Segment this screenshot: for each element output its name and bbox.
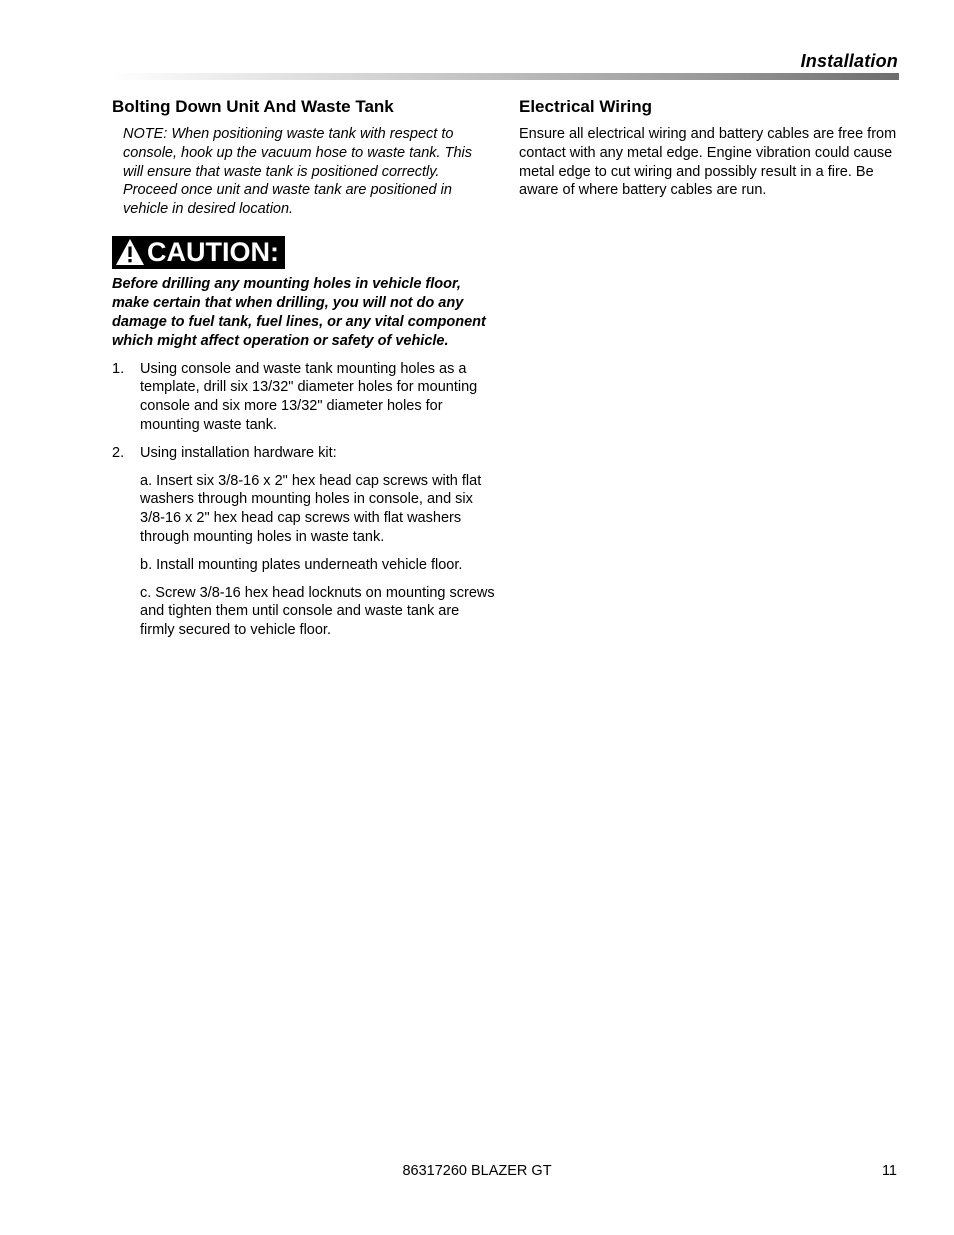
footer-page-number: 11 [881,1163,897,1179]
positioning-note: NOTE: When positioning waste tank with respect to console, hook up the vacuum hose to waste tank. This will ensure that waste tank is positioned correctly. Proceed once unit and waste tank are positioned in vehicle in desired location. [123,126,473,218]
substep-c: c. Screw 3/8-16 hex head locknuts on mounting screws and tighten them until console and waste tank are firmly secured to vehicle floor. [140,584,495,639]
step-number: 1. [112,360,125,377]
caution-badge [112,236,285,269]
bolting-section-heading: Bolting Down Unit And Waste Tank [112,97,394,116]
step-1 [112,360,496,435]
step-2 [112,444,496,463]
left-column [112,96,496,640]
electrical-wiring-heading: Electrical Wiring [519,97,653,116]
header-gradient-rule [112,73,899,80]
step-text: Using installation hardware kit: [140,444,337,461]
substep-a: a. Insert six 3/8-16 x 2" hex head cap screws with flat washers through mounting holes in console, and six 3/8-16 x 2" hex head cap screws with flat washers through mounting holes in waste tank. [140,472,482,546]
step-text: Using console and waste tank mounting holes as a template, drill six 13/32" diameter holes for mounting console and six more 13/32" diameter holes for mounting waste tank. [140,360,478,434]
caution-text: Before drilling any mounting holes in vehicle floor, make certain that when drilling, you will not do any damage to fuel tank, fuel lines, or any vital component which might affect operation or safety of vehicle. [112,276,486,349]
header-section-title: Installation [800,51,898,71]
warning-triangle-icon [115,238,145,266]
caution-label: CAUTION: [147,236,279,267]
substep-b: b. Install mounting plates underneath vehicle floor. [140,556,463,573]
right-column [519,96,899,200]
electrical-wiring-paragraph: Ensure all electrical wiring and battery cables are free from contact with any metal edge. Engine vibration could cause metal edge to cut wiring and possibly result in a fire. Be aware of where battery cables are run. [519,126,897,199]
step-number: 2. [112,444,125,461]
footer-document-id: 86317260 BLAZER GT [402,1163,552,1179]
